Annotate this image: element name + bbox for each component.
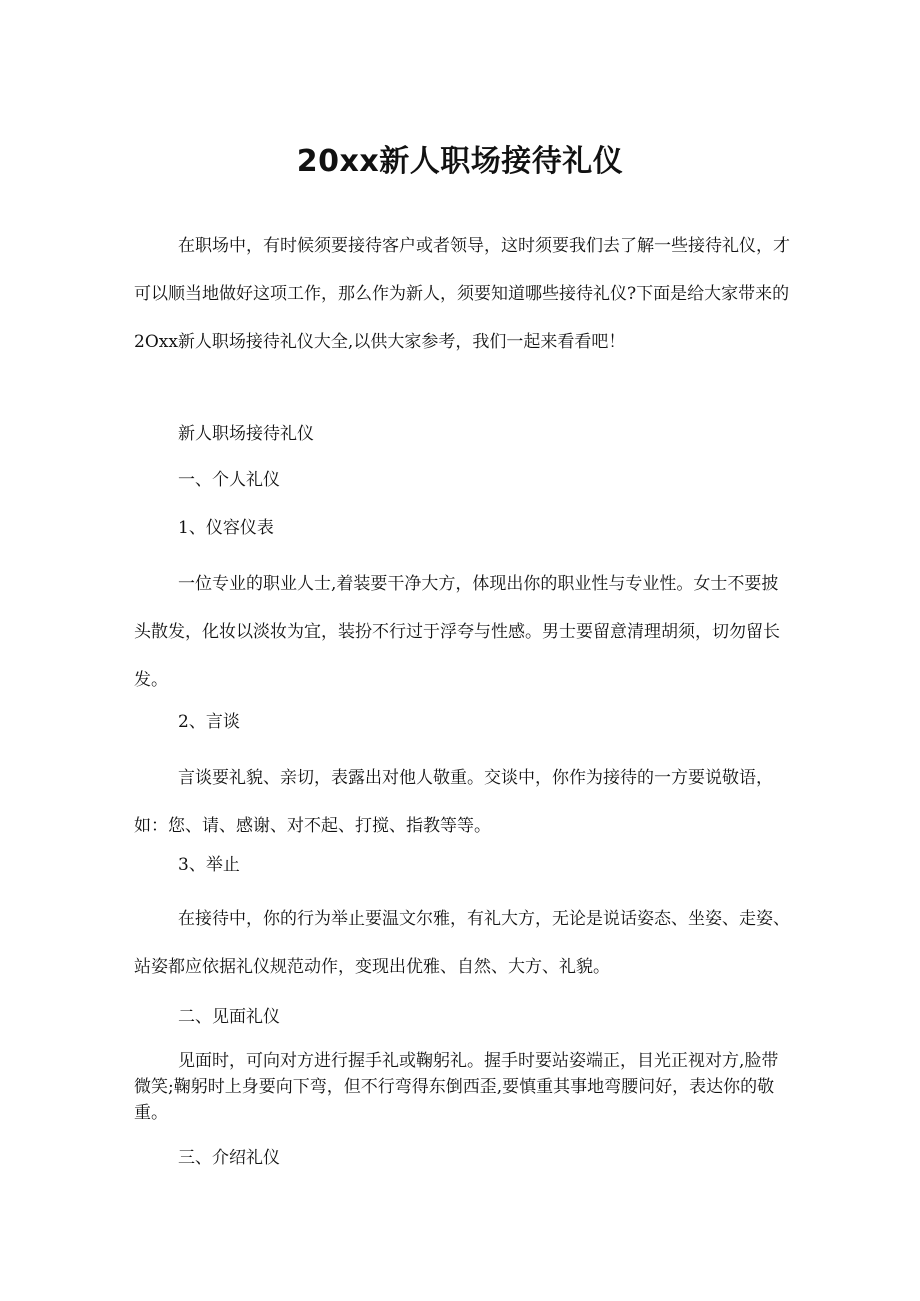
intro-paragraph: 在职场中，有时候须要接待客户或者领导，这时须要我们去了解一些接待礼仪，才可以顺当地做好这项工作，那么作为新人，须要知道哪些接待礼仪?下面是给大家带来的2Oxx新人职场接待礼仪大全,以供大家参考，我们一起来看看吧！ <box>134 236 790 352</box>
meeting-etiquette-heading: 二、见面礼仪 <box>178 1007 280 1027</box>
personal-etiquette-heading: 一、个人礼仪 <box>178 470 280 490</box>
meeting-paragraph: 见面时，可向对方进行握手礼或鞠躬礼。握手时要站姿端正，目光正视对方,脸带微笑;鞠躬时上身要向下弯，但不行弯得东倒西歪,要慎重其事地弯腰问好，表达你的敬重。 <box>134 1051 779 1123</box>
speech-heading: 2、言谈 <box>178 712 240 732</box>
appearance-paragraph: 一位专业的职业人士,着装要干净大方，体现出你的职业性与专业性。女士不要披头散发，化妆以淡妆为宜，装扮不行过于浮夸与性感。男士要留意清理胡须，切勿留长发。 <box>134 574 780 690</box>
page-title: 20xx新人职场接待礼仪 <box>296 144 624 179</box>
behavior-paragraph: 在接待中，你的行为举止要温文尔雅，有礼大方，无论是说话姿态、坐姿、走姿、站姿都应依据礼仪规范动作，变现出优雅、自然、大方、礼貌。 <box>134 909 790 977</box>
appearance-heading: 1、仪容仪表 <box>178 518 274 538</box>
behavior-heading: 3、举止 <box>178 855 240 875</box>
introduction-etiquette-heading: 三、介绍礼仪 <box>178 1148 280 1168</box>
section-title: 新人职场接待礼仪 <box>178 424 314 444</box>
speech-paragraph: 言谈要礼貌、亲切，表露出对他人敬重。交谈中，你作为接待的一方要说敬语，如：您、请、感谢、对不起、打搅、指教等等。 <box>134 768 773 836</box>
